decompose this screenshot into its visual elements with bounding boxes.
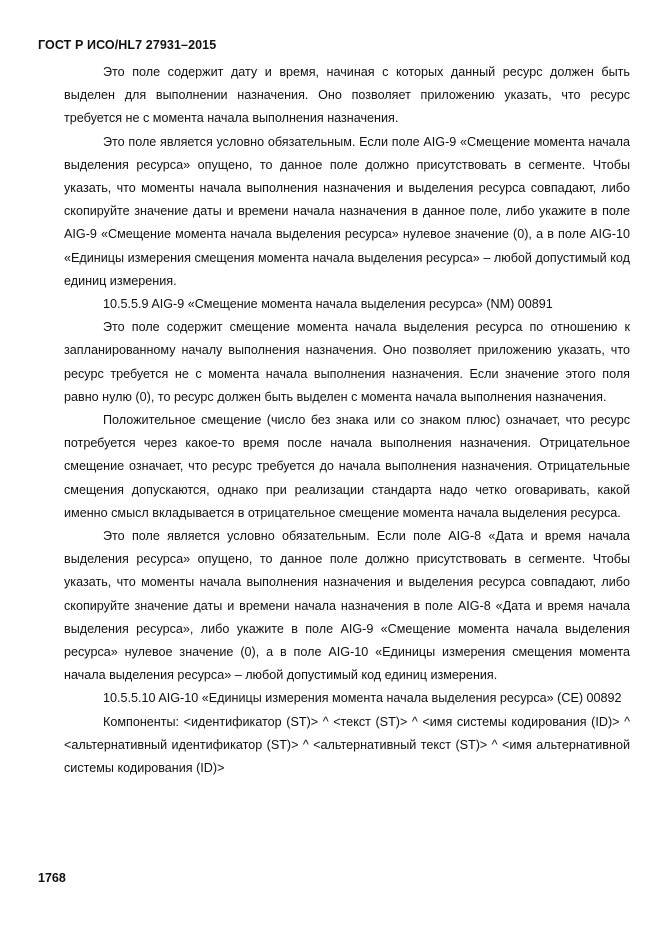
page-number: 1768 — [38, 871, 66, 885]
paragraph-conditional-aig8: Это поле является условно обязательным. Если поле AIG-8 «Дата и время начала выделения ресурса» опущено, то данное поле должно присутствовать в сегменте. Чтобы указать, что моменты начала выполнения назначения и выделения ресурса совпадают, либо скопируйте значение даты и времени начала назначения в поле AIG-8 «Дата и время начала выделения ресурса», либо укажите в поле AIG-9 «Смещение момента начала выделения ресурса» нулевое значение (0), а в поле AIG-10 «Единицы измерения смещения момента начала выделения ресурса» – любой допустимый код единиц измерения. — [64, 529, 630, 683]
paragraph-components: Компоненты: <идентификатор (ST)> ^ <текст (ST)> ^ <имя системы кодирования (ID)> ^ <альтернативный идентификатор (ST)> ^ <альтернативный текст (ST)> ^ <имя альтернативной системы кодирования (ID)> — [64, 714, 630, 776]
paragraph-positive-offset: Положительное смещение (число без знака или со знаком плюс) означает, что ресурс потребуется через какое-то время после начала выполнения назначения. Отрицательное смещение означает, что ресурс требуется до начала выполнения назначения. Отрицательные смещения допускаются, однако при реализации стандарта надо четко оговаривать, какой именно смысл вкладывается в отрицательное смещение момента начала выделения ресурса. — [64, 413, 630, 520]
paragraph-field-description: Это поле содержит дату и время, начиная с которых данный ресурс должен быть выделен для выполнении назначения. Оно позволяет приложению указать, что ресурс требуется не с момента начала выполнения назначения. — [64, 65, 630, 126]
paragraph-offset-description: Это поле содержит смещение момента начала выделения ресурса по отношению к запланированному началу выполнения назначения. Оно позволяет приложению указать, что ресурс требуется не с момента начала выполнения назначения. Если значение этого поля равно нулю (0), то ресурс должен быть выделен с момента начала выполнения назначения. — [64, 320, 630, 404]
standard-header: ГОСТ Р ИСО/HL7 27931–2015 — [38, 38, 217, 52]
section-heading-aig10: 10.5.5.10 AIG-10 «Единицы измерения момента начала выделения ресурса» (CE) 00892 — [103, 691, 622, 706]
section-heading-aig9: 10.5.5.9 AIG-9 «Смещение момента начала выделения ресурса» (NM) 00891 — [103, 297, 553, 312]
paragraph-conditional-aig9: Это поле является условно обязательным. Если поле AIG-9 «Смещение момента начала выделения ресурса» опущено, то данное поле должно присутствовать в сегменте. Чтобы указать, что моменты начала выполнения назначения и выделения ресурса совпадают, либо скопируйте значение даты и времени начала назначения в данное поле, либо укажите в поле AIG-9 «Смещение момента начала выделения ресурса» нулевое значение (0), а в поле AIG-10 «Единицы измерения смещения момента начала выделения ресурса» – любой допустимый код единиц измерения. — [64, 134, 630, 288]
body-text — [64, 61, 630, 780]
